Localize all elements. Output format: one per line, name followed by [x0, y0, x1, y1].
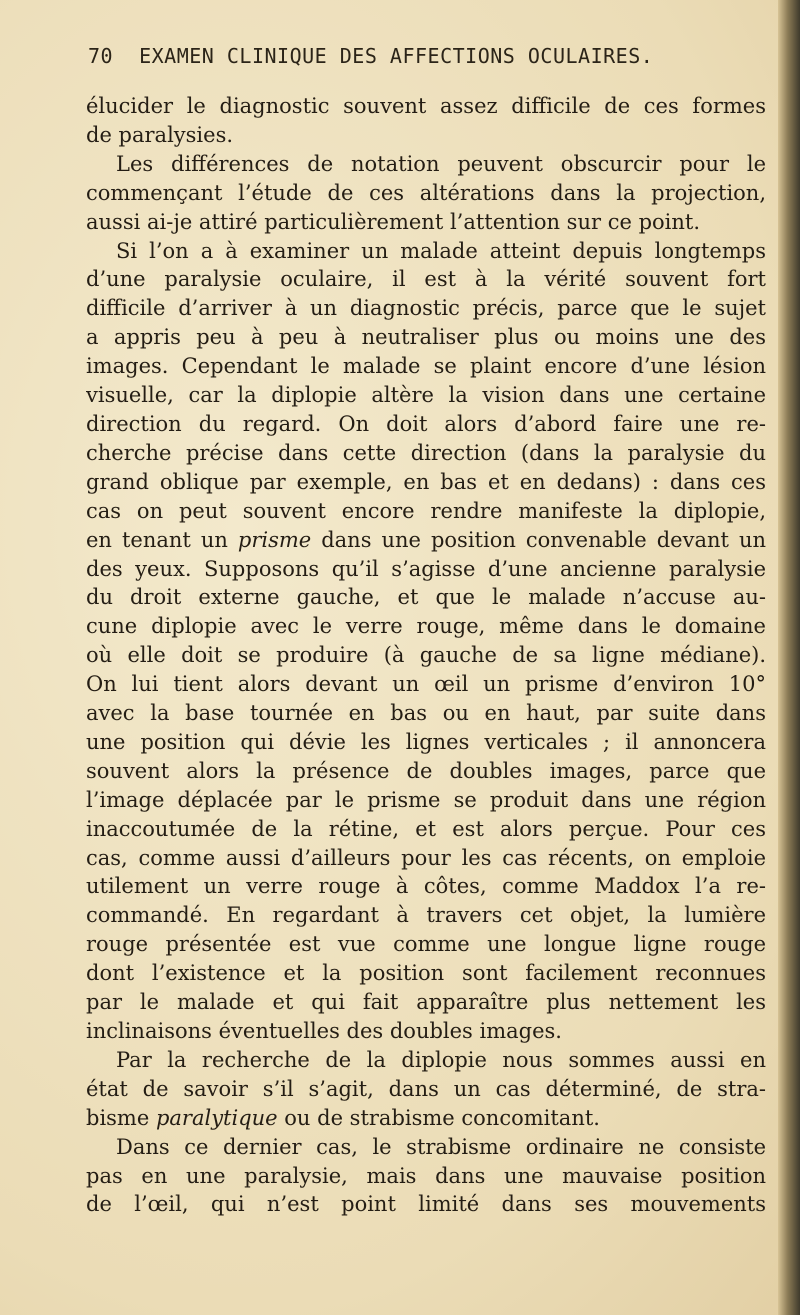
running-header — [88, 44, 708, 68]
text-line — [86, 526, 766, 555]
text-run: bisme — [86, 1105, 156, 1130]
text-line: pas en une paralysie, mais dans une mauvaise position — [86, 1163, 766, 1188]
text-line: difficile d’arriver à un diagnostic précis, parce que le sujet — [86, 296, 766, 321]
text-line: Les différences de notation peuvent obscurcir pour le — [116, 151, 766, 176]
text-line: cas, comme aussi d’ailleurs pour les cas récents, on emploie — [86, 845, 766, 870]
text-line: rouge présentée est vue comme une longue ligne rouge — [86, 932, 766, 957]
text-line: de l’œil, qui n’est point limité dans ses mouvements — [86, 1192, 766, 1217]
text-line: commençant l’étude de ces altérations dans la projection, — [86, 180, 766, 205]
text-line: Dans ce dernier cas, le strabisme ordinaire ne consiste — [116, 1134, 766, 1159]
text-line: commandé. En regardant à travers cet objet, la lumière — [86, 903, 766, 928]
text-line: Par la recherche de la diplopie nous sommes aussi en — [116, 1047, 766, 1072]
text-line: utilement un verre rouge à côtes, comme Maddox l’a re- — [86, 874, 766, 899]
text-line: On lui tient alors devant un œil un prisme d’environ 10° — [86, 672, 766, 697]
text-line: où elle doit se produire (à gauche de sa ligne médiane). — [86, 643, 766, 668]
text-line: avec la base tournée en bas ou en haut, par suite dans — [86, 701, 766, 726]
text-line — [86, 1104, 766, 1133]
text-line: de paralysies. — [86, 122, 234, 147]
text-line: cune diplopie avec le verre rouge, même dans le domaine — [86, 614, 766, 639]
text-line: cherche précise dans cette direction (dans la paralysie du — [86, 440, 766, 465]
italic-term: paralytique — [155, 1105, 278, 1130]
text-line: direction du regard. On doit alors d’abord faire une re- — [86, 411, 766, 436]
text-line: Si l’on a à examiner un malade atteint depuis longtemps — [116, 238, 766, 263]
text-run: en tenant un — [86, 527, 238, 552]
italic-term: prisme — [237, 527, 312, 552]
text-line: aussi ai-je attiré particulièrement l’attention sur ce point. — [86, 209, 701, 234]
text-line: du droit externe gauche, et que le malade n’accuse au- — [86, 585, 766, 610]
text-line: par le malade et qui fait apparaître plus nettement les — [86, 990, 766, 1015]
text-line: l’image déplacée par le prisme se produit dans une région — [86, 787, 766, 812]
body-text — [86, 92, 766, 1219]
text-line: inclinaisons éventuelles des doubles images. — [86, 1019, 562, 1043]
page-binding-edge — [778, 0, 800, 1315]
text-line: élucider le diagnostic souvent assez difficile de ces formes — [86, 94, 766, 118]
text-line: images. Cependant le malade se plaint encore d’une lésion — [86, 354, 766, 379]
text-line: grand oblique par exemple, en bas et en dedans) : dans ces — [86, 469, 766, 494]
text-line: cas on peut souvent encore rendre manifeste la diplopie, — [86, 498, 766, 523]
text-line: dont l’existence et la position sont facilement reconnues — [86, 961, 766, 986]
running-title: EXAMEN CLINIQUE DES AFFECTIONS OCULAIRES. — [139, 44, 654, 68]
text-line: une position qui dévie les lignes verticales ; il annoncera — [86, 729, 766, 754]
text-run: ou de strabisme concomitant. — [277, 1105, 600, 1130]
text-line: d’une paralysie oculaire, il est à la vérité souvent fort — [86, 267, 766, 292]
text-run: dans une position convenable devant un — [311, 527, 766, 552]
text-line: visuelle, car la diplopie altère la vision dans une certaine — [86, 383, 766, 408]
text-line: inaccoutumée de la rétine, et est alors perçue. Pour ces — [86, 816, 766, 841]
text-line: souvent alors la présence de doubles images, parce que — [86, 758, 766, 783]
text-line: état de savoir s’il s’agit, dans un cas déterminé, de stra- — [86, 1076, 766, 1101]
text-line: a appris peu à peu à neutraliser plus ou moins une des — [86, 325, 766, 350]
text-line: des yeux. Supposons qu’il s’agisse d’une ancienne paralysie — [86, 556, 766, 581]
page-number: 70 — [88, 44, 114, 68]
